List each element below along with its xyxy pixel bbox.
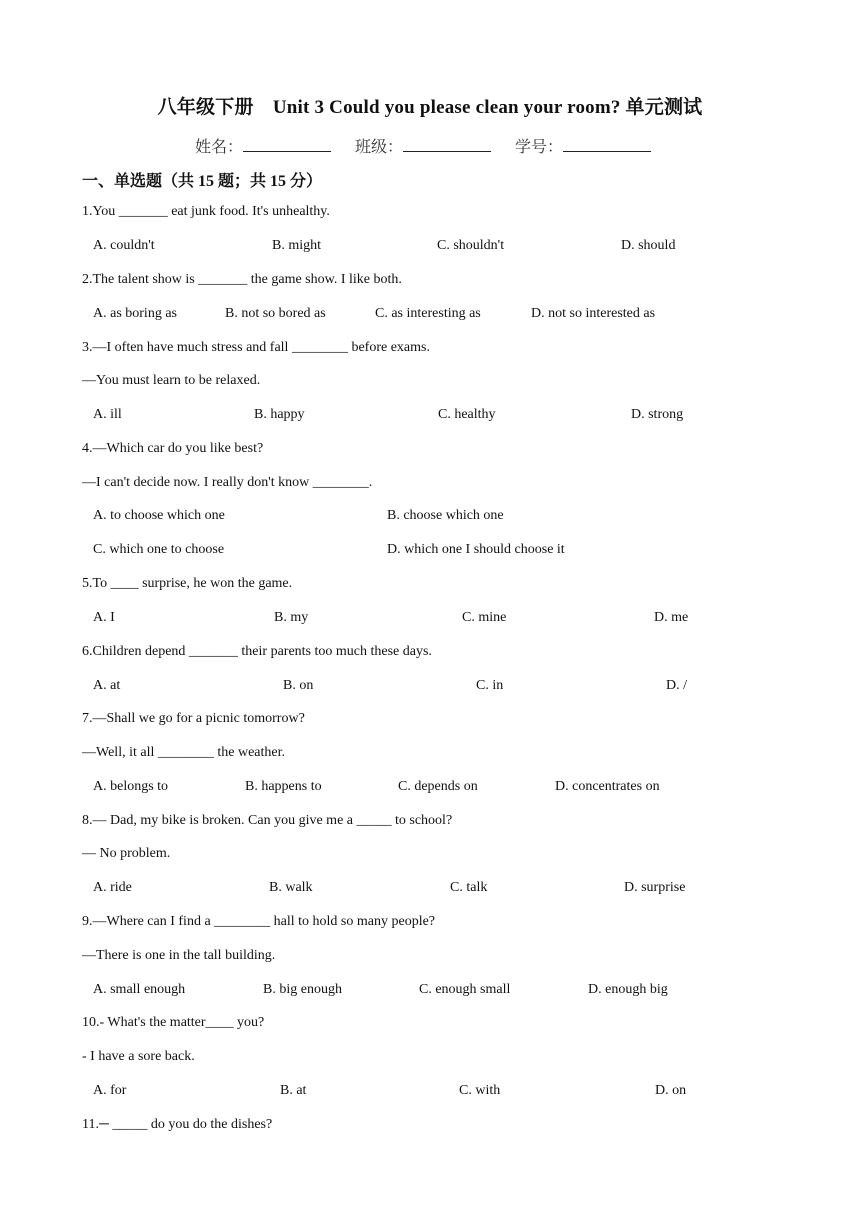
q7-option-d: D. concentrates on: [555, 779, 660, 794]
q2-option-d: D. not so interested as: [531, 306, 656, 321]
student-id-blank: [563, 137, 651, 152]
name-label: 姓名：: [194, 139, 243, 156]
question-3: 3.—I often have much stress and fall ________ before exams.: [82, 340, 430, 355]
question-7: 7.—Shall we go for a picnic tomorrow?: [82, 711, 305, 726]
q3-option-c: C. healthy: [438, 407, 496, 422]
q4-option-b: B. choose which one: [387, 508, 504, 523]
question-4: 4.—Which car do you like best?: [82, 441, 264, 456]
q5-option-b: B. my: [274, 610, 309, 625]
q2-option-a: A. as boring as: [93, 306, 177, 321]
q3-option-b: B. happy: [254, 407, 305, 422]
q10-option-a: A. for: [93, 1083, 127, 1098]
q3-option-a: A. ill: [93, 407, 122, 422]
q8-option-c: C. talk: [450, 880, 488, 895]
q9-option-d: D. enough big: [588, 982, 668, 997]
question-3-line-2: —You must learn to be relaxed.: [82, 373, 261, 388]
class-blank: [403, 137, 491, 152]
q1-option-a: A. couldn't: [93, 238, 155, 253]
question-9: 9.—Where can I find a ________ hall to hold so many people?: [82, 914, 436, 929]
page-title: 八年级下册 Unit 3 Could you please clean your room? 单元测试: [157, 97, 703, 118]
student-info-row: [0, 134, 860, 157]
question-7-line-2: —Well, it all ________ the weather.: [82, 745, 285, 760]
q8-option-a: A. ride: [93, 880, 132, 895]
q5-option-d: D. me: [654, 610, 689, 625]
question-4-line-2: —I can't decide now. I really don't know ________.: [82, 475, 373, 490]
q8-option-d: D. surprise: [624, 880, 686, 895]
question-1: 1.You _______ eat junk food. It's unhealthy.: [82, 204, 330, 219]
q9-option-c: C. enough small: [419, 982, 511, 997]
q1-option-b: B. might: [272, 238, 322, 253]
class-label: 班级：: [354, 139, 403, 156]
q6-option-b: B. on: [283, 678, 314, 693]
name-blank: [243, 137, 331, 152]
q2-option-c: C. as interesting as: [375, 306, 481, 321]
question-8: 8.— Dad, my bike is broken. Can you give me a _____ to school?: [82, 813, 453, 828]
question-8-line-2: — No problem.: [82, 846, 171, 861]
q1-option-d: D. should: [621, 238, 676, 253]
q3-option-d: D. strong: [631, 407, 684, 422]
q5-option-c: C. mine: [462, 610, 507, 625]
q7-option-c: C. depends on: [398, 779, 478, 794]
question-10-line-2: - I have a sore back.: [82, 1049, 195, 1064]
q10-option-b: B. at: [280, 1083, 307, 1098]
q7-option-a: A. belongs to: [93, 779, 169, 794]
q6-option-c: C. in: [476, 678, 504, 693]
q10-option-d: D. on: [655, 1083, 687, 1098]
q7-option-b: B. happens to: [245, 779, 322, 794]
student-id-label: 学号：: [515, 139, 564, 156]
q4-option-d: D. which one I should choose it: [387, 542, 565, 557]
question-6: 6.Children depend _______ their parents too much these days.: [82, 644, 432, 659]
q4-option-a: A. to choose which one: [93, 508, 225, 523]
q4-option-c: C. which one to choose: [93, 542, 225, 557]
q9-option-a: A. small enough: [93, 982, 186, 997]
q1-option-c: C. shouldn't: [437, 238, 505, 253]
question-11: 11.─ _____ do you do the dishes?: [82, 1117, 273, 1132]
q5-option-a: A. I: [93, 610, 115, 625]
q10-option-c: C. with: [459, 1083, 501, 1098]
q6-option-a: A. at: [93, 678, 121, 693]
q8-option-b: B. walk: [269, 880, 313, 895]
question-5: 5.To ____ surprise, he won the game.: [82, 576, 293, 591]
q6-option-d: D. /: [666, 678, 687, 693]
section-title: 一、单选题（共 15 题；共 15 分）: [82, 173, 323, 190]
question-2: 2.The talent show is _______ the game show. I like both.: [82, 272, 402, 287]
question-9-line-2: —There is one in the tall building.: [82, 948, 276, 963]
question-10: 10.- What's the matter____ you?: [82, 1015, 265, 1030]
q9-option-b: B. big enough: [263, 982, 342, 997]
q2-option-b: B. not so bored as: [225, 306, 326, 321]
